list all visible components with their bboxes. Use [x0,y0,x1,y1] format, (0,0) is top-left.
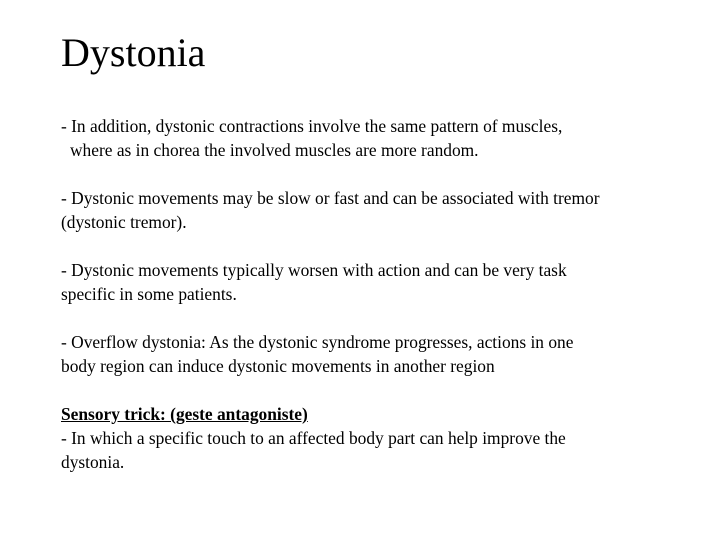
paragraph-line: - Dystonic movements typically worsen with action and can be very task [61,260,567,280]
paragraph-line: body region can induce dystonic movements in another region [61,356,495,376]
slide-body [61,114,701,498]
slide-title: Dystonia [61,30,206,75]
paragraph-line: dystonia. [61,452,125,472]
paragraph-action-worsening [61,258,701,306]
paragraph-line: - Overflow dystonia: As the dystonic syndrome progresses, actions in one [61,332,574,352]
paragraph-overflow-dystonia [61,330,701,378]
paragraph-line: - In which a specific touch to an affected body part can help improve the [61,428,566,448]
paragraph-line: specific in some patients. [61,284,237,304]
paragraph-line: (dystonic tremor). [61,212,187,232]
paragraph-line: where as in chorea the involved muscles are more random. [70,140,479,160]
paragraph-line: - In addition, dystonic contractions involve the same pattern of muscles, [61,116,563,136]
paragraph-sensory-trick [61,402,701,474]
sensory-trick-heading: Sensory trick: (geste antagoniste) [61,404,308,424]
paragraph-line: - Dystonic movements may be slow or fast and can be associated with tremor [61,188,600,208]
paragraph-speed-tremor [61,186,701,234]
paragraph-pattern-of-muscles [61,114,701,162]
